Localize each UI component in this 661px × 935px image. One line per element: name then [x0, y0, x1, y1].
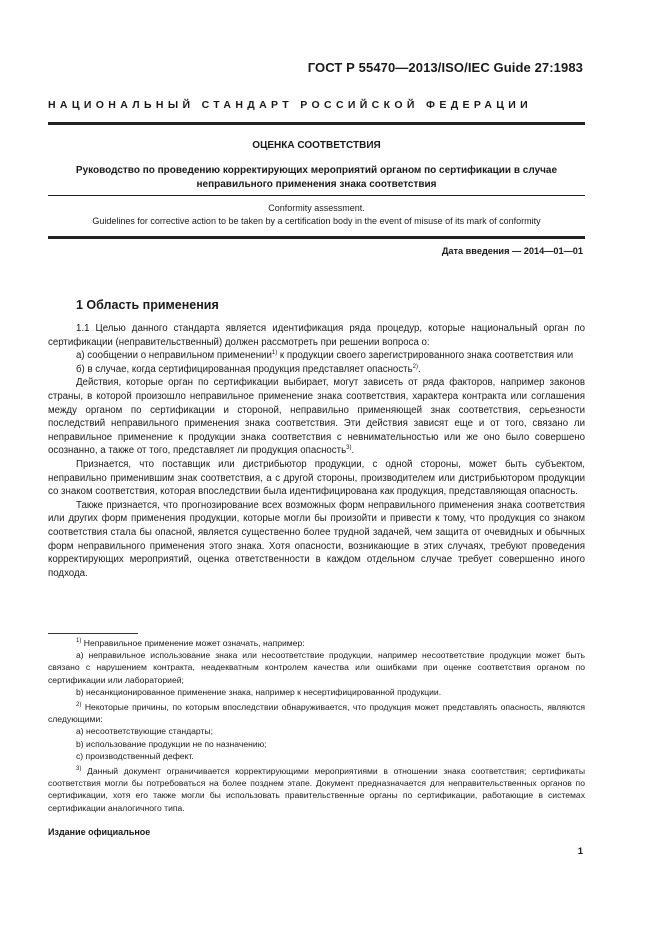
header-rule	[48, 122, 585, 125]
subtitle-line-2: неправильного применения знака соответствия	[196, 179, 437, 190]
english-title-line-2: Guidelines for corrective action to be taken by a certification body in the event of misuse of its mark of conformity	[92, 216, 541, 226]
section-heading: 1 Область применения	[76, 298, 219, 312]
paragraph: Действия, которые орган по сертификации выбирает, могут зависеть от ряда факторов, например законов страны, в которой произошло неправильное применение знака соответствия, характера контракта или соглашения между органом по сертификации и стороной, неправильно применяющей знак соответствия, серьезности последствий неправильного применения знака соответствия. Эти действия зависят еще и от того, связано ли неправильное применение к продукции знака соответствия с невнимательностью или же оно было совершено осознанно, а также от того, представляет ли продукция опасность$^{3)}$.	[48, 377, 585, 457]
paragraph: б) в случае, когда сертифицированная продукция представляет опасность$^{2)}$.	[76, 363, 421, 375]
footnote: $^{1)}$ Неправильное применение может означать, например:	[76, 638, 305, 648]
section-body	[48, 322, 585, 580]
standard-type-header: НАЦИОНАЛЬНЫЙ СТАНДАРТ РОССИЙСКОЙ ФЕДЕРАЦИИ	[48, 99, 533, 111]
english-title	[48, 202, 585, 228]
title-rule	[48, 195, 585, 196]
footnote-separator	[48, 633, 138, 634]
footnote-item: b) несанкционированное применение знака, например к несертифицированной продукции.	[76, 686, 442, 697]
edition-label: Издание официальное	[48, 827, 151, 837]
subtitle-line-1: Руководство по проведению корректирующих мероприятий органом по сертификации в случае	[75, 165, 558, 176]
footnotes	[48, 637, 585, 814]
page-number: 1	[577, 846, 583, 857]
document-subtitle	[48, 164, 585, 192]
paragraph: Признается, что поставщик или дистрибьютор продукции, с одной стороны, может быть субъектом, неправильно применившим знак соответствия, а с другой стороны, производителем или дистрибьютором продукции со знаком соответствия, которая впоследствии была идентифицирована как продукция, представляющая опасность.	[48, 458, 585, 498]
document-title: ОЦЕНКА СООТВЕТСТВИЯ	[252, 140, 381, 151]
footnote-ref[interactable]: 3)	[346, 445, 352, 452]
footnote-item: а) неправильное использование знака или несоответствие продукции, например несоответствие продукции может быть связано с нарушением контракта, неадекватным контролем качества или ошибками при оценке соответствия органом по сертификации или лабораторией;	[48, 650, 585, 685]
english-title-line-1: Conformity assessment.	[268, 203, 365, 213]
paragraph: 1.1 Целью данного стандарта является идентификация ряда процедур, которые национальный орган по сертификации (неправительственный) должен рассмотреть при решении вопроса о:	[48, 323, 585, 348]
document-code: ГОСТ Р 55470—2013/ISO/IEC Guide 27:1983	[307, 60, 583, 75]
footnote-item: а) несоответствующие стандарты;	[76, 726, 213, 737]
footnote: $^{3)}$ Данный документ ограничивается корректирующими мероприятиями в отношении знака соответствия; сертификаты соответствия могли бы потребоваться на более позднем этапе. Документ предназначается для неправительственных органов по сертификации, хотя его также могли бы использовать правительственные органы по сертификации, работающие в системах сертификации аналогичного типа.	[48, 766, 585, 813]
effective-date: Дата введения — 2014—01—01	[441, 246, 583, 256]
footnote-item: b) использование продукции не по назначению;	[76, 738, 267, 749]
footnote-item: с) производственный дефект.	[76, 750, 194, 761]
paragraph: Также признается, что прогнозирование всех возможных форм неправильного применения знака соответствия или других форм применения продукции, которые могли бы произойти и привести к тому, что продукция со знаком соответствия стала бы опасной, является существенно более трудной задачей, чем защита от очевидных и обычных форм неправильного применения этого знака. Хотя опасности, возникающие в этих случаях, требуют проведения корректирующих мероприятий, оценка ответственности в каждом отдельном случае требует совершенно иного подхода.	[48, 499, 585, 579]
footnote-ref[interactable]: 2)	[412, 363, 418, 370]
paragraph: а) сообщении о неправильном применении$^{1)}$ к продукции своего зарегистрированного знака соответствия или	[76, 350, 574, 362]
footnote: $^{2)}$ Некоторые причины, по которым впоследствии обнаруживается, что продукция может представлять опасность, являются следующими:	[48, 702, 585, 725]
footnote-ref[interactable]: 1)	[271, 350, 278, 357]
title-bottom-rule	[48, 236, 585, 239]
